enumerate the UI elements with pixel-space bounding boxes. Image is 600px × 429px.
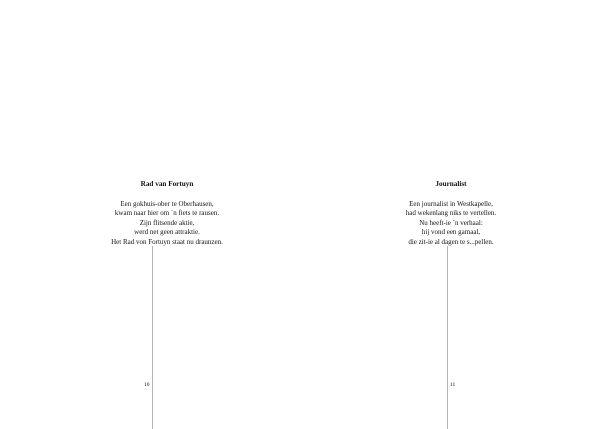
poem-rad-van-fortuyn <box>57 180 277 247</box>
poem-line: Zijn flitsende aktie, <box>139 218 195 227</box>
page-number: 10 <box>144 382 150 388</box>
poem-title: Rad van Fortuyn <box>140 180 194 188</box>
vertical-rule <box>152 246 153 429</box>
poem-journalist <box>341 180 561 247</box>
page-number: 11 <box>450 382 456 388</box>
right-page <box>300 0 600 429</box>
poem-stanza <box>57 200 277 247</box>
poem-line: Een gokhuis-ober te Oberhausen, <box>120 200 214 208</box>
poem-line: die zit-ie al dagen te s...pellen. <box>408 237 494 246</box>
poem-line: hij vond een gamaal, <box>421 228 481 237</box>
poem-line: Het Rad von Fortuyn staat nu draunzen. <box>111 237 223 246</box>
vertical-rule <box>447 246 448 429</box>
poem-line: Nu heeft-ie ´n verhaal: <box>419 218 483 227</box>
poem-line: kwam naar hier om ´n fiets te rausen. <box>114 209 220 218</box>
poem-line: Een journalist in Westkapelle, <box>409 200 493 208</box>
poem-line: werd net geen attraktie. <box>134 228 200 237</box>
poem-stanza <box>341 200 561 247</box>
poem-line: had wekenlang niks te vertellen. <box>405 209 497 218</box>
poem-title: Journalist <box>435 180 467 188</box>
